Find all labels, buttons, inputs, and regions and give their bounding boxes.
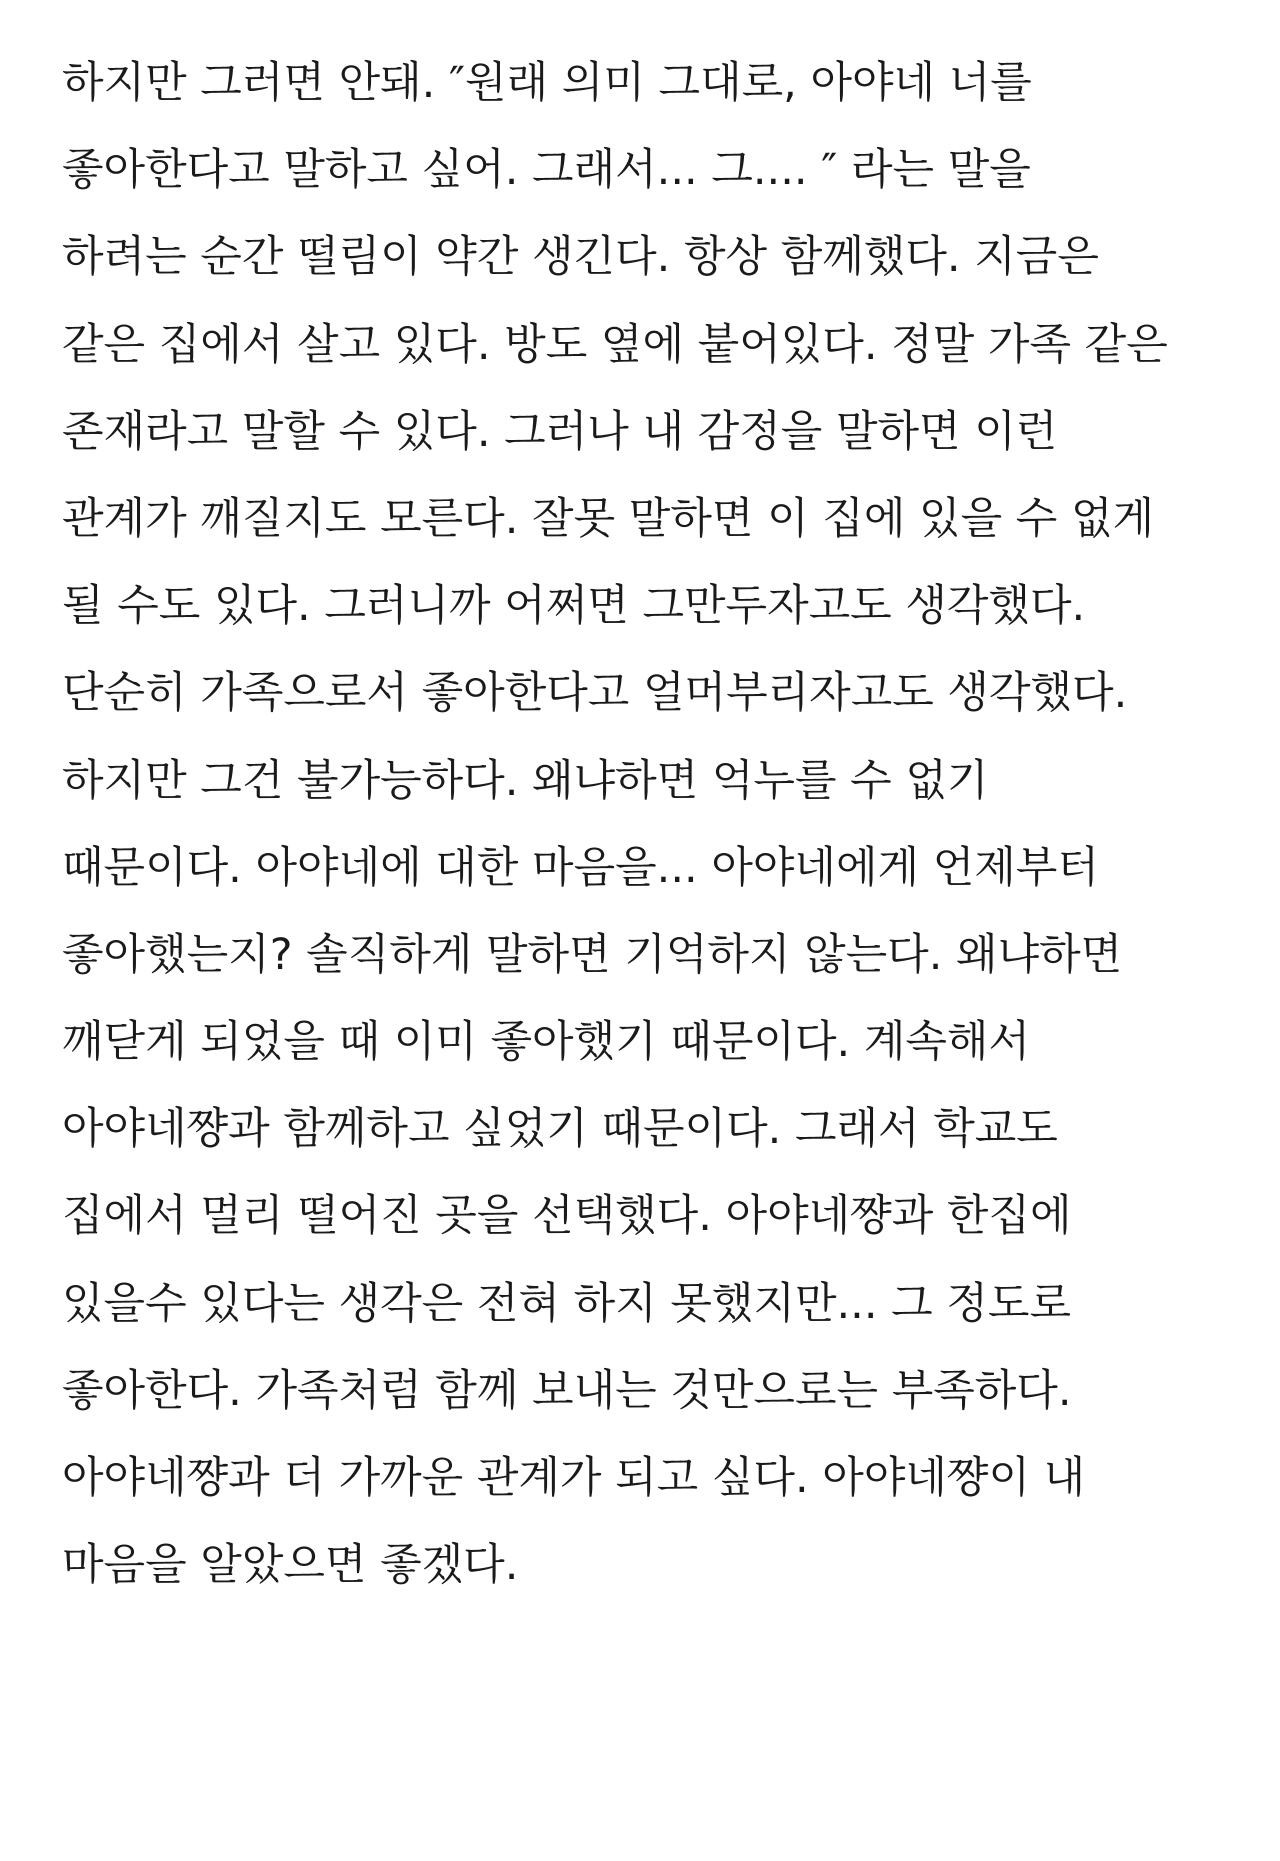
text-line: 때문이다. 아야네에 대한 마음을... 아야네에게 언제부터: [62, 842, 1099, 893]
text-line: 하지만 그건 불가능하다. 왜냐하면 억누를 수 없기: [62, 755, 989, 806]
text-line: 아야네쨩과 더 가까운 관계가 되고 싶다. 아야네쨩이 내: [62, 1453, 1086, 1503]
body-text: [62, 40, 1262, 1609]
text-line: 깨닫게 되었을 때 이미 좋아했기 때문이다. 계속해서: [62, 1017, 1030, 1068]
text-line: 될 수도 있다. 그러니까 어쩌면 그만두자고도 생각했다.: [62, 581, 1086, 632]
text-line: 마음을 알았으면 좋겠다.: [62, 1540, 519, 1591]
text-line: 존재라고 말할 수 있다. 그러나 내 감정을 말하면 이런: [62, 406, 1058, 457]
text-line: 좋아한다. 가족처럼 함께 보내는 것만으로는 부족하다.: [62, 1365, 1072, 1416]
text-line: 관계가 깨질지도 모른다. 잘못 말하면 이 집에 있을 수 없게: [62, 493, 1155, 544]
text-line: 좋아했는지? 솔직하게 말하면 기억하지 않는다. 왜냐하면: [62, 929, 1123, 980]
text-line: 하려는 순간 떨림이 약간 생긴다. 항상 함께했다. 지금은: [62, 232, 1099, 283]
text-line: 아야네쨩과 함께하고 싶었기 때문이다. 그래서 학교도: [62, 1104, 1058, 1155]
text-line: 하지만 그러면 안돼. ″원래 의미 그대로, 아야네 너를: [62, 58, 1032, 108]
text-line: 좋아한다고 말하고 싶어. 그래서... 그.... ″ 라는 말을: [62, 145, 1031, 196]
text-line: 있을수 있다는 생각은 전혀 하지 못했지만... 그 정도로: [62, 1278, 1071, 1329]
text-line: 집에서 멀리 떨어진 곳을 선택했다. 아야네쨩과 한집에: [62, 1191, 1072, 1242]
text-line: 단순히 가족으로서 좋아한다고 얼머부리자고도 생각했다.: [62, 668, 1128, 719]
text-line: 같은 집에서 살고 있다. 방도 옆에 붙어있다. 정말 가족 같은: [62, 319, 1168, 370]
